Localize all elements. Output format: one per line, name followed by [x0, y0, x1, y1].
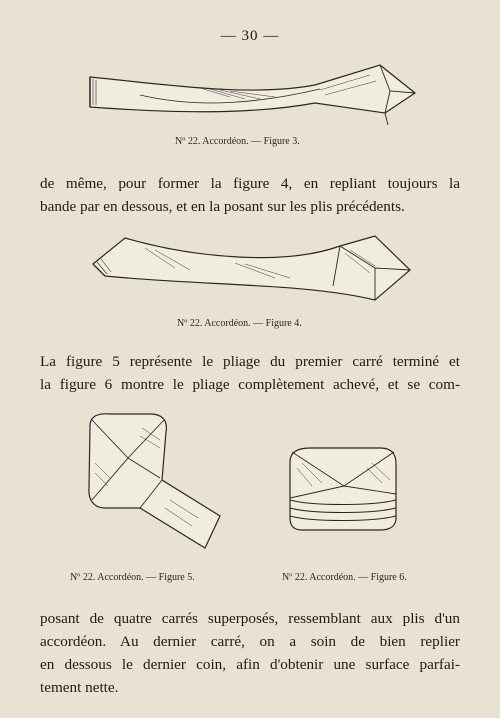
paragraph-3-line: accordéon. Au dernier carré, on a soin de bien replier [40, 633, 460, 650]
paragraph-1 [40, 172, 460, 218]
figure-5-illustration [80, 408, 230, 558]
paragraph-1-line: bande par en dessous, et en la posant sur les plis précédents. [40, 198, 405, 215]
paragraph-3-line: tement nette. [40, 679, 119, 696]
figure-5-caption: Nº 22. Accordéon. — Figure 5. [70, 572, 195, 583]
figure-6-caption: Nº 22. Accordéon. — Figure 6. [282, 572, 407, 583]
paragraph-3-line: posant de quatre carrés superposés, ressemblant aux plis d'un [40, 610, 460, 627]
figure-3-illustration [80, 55, 425, 130]
paragraph-2 [40, 350, 460, 396]
paragraph-2-line: la figure 6 montre le pliage complètement achevé, et se com- [40, 376, 460, 393]
paragraph-2-line: La figure 5 représente le pliage du premier carré terminé et [40, 353, 460, 370]
paragraph-1-line: de même, pour former la figure 4, en repliant toujours la [40, 175, 460, 192]
paragraph-3-line: en dessous le dernier coin, afin d'obtenir une surface parfai- [40, 656, 460, 673]
page-number: — 30 — [220, 28, 280, 44]
figure-6-illustration [282, 438, 407, 538]
figure-4-caption: Nº 22. Accordéon. — Figure 4. [177, 318, 302, 329]
figure-4-illustration [85, 228, 415, 318]
figure-3-caption: Nº 22. Accordéon. — Figure 3. [175, 136, 300, 147]
paragraph-3 [40, 607, 460, 699]
